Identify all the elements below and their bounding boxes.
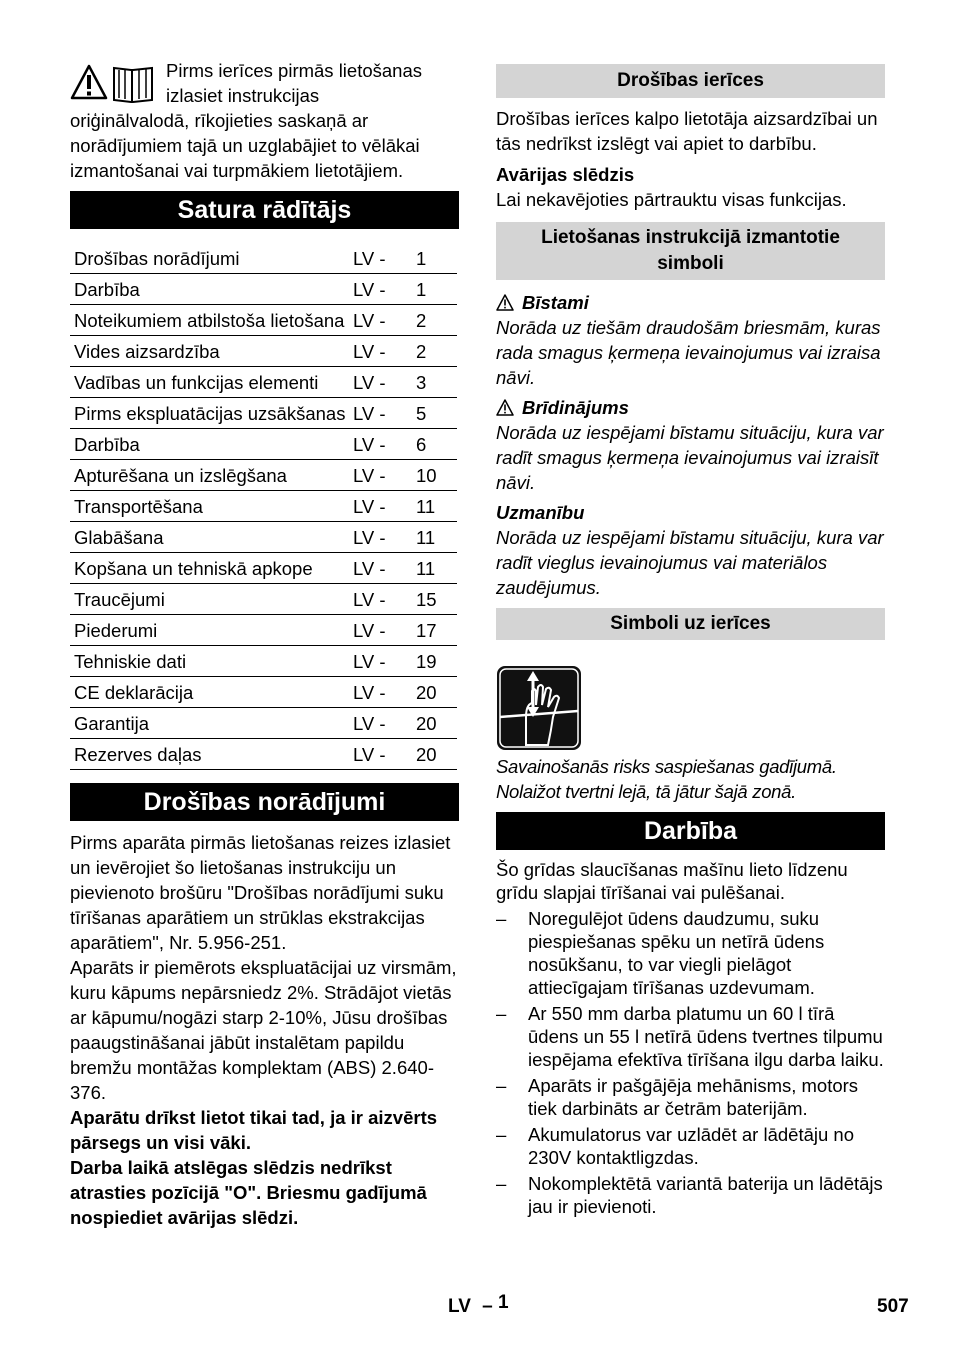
toc-row-title: Glabāšana <box>70 522 349 553</box>
toc-row[interactable] <box>70 491 457 522</box>
toc-row-prefix: LV - <box>349 584 412 615</box>
toc-row-title: Piederumi <box>70 615 349 646</box>
intro-line-2: izlasiet instrukcijas <box>166 85 320 106</box>
toc-row-page: 2 <box>412 305 457 336</box>
manual-book-icon <box>112 64 154 104</box>
toc-row-page: 6 <box>412 429 457 460</box>
intro-line-1: Pirms ierīces pirmās lietošanas <box>166 60 422 81</box>
footer-page-number: 507 <box>877 1296 909 1317</box>
operation-heading: Darbība <box>496 812 885 850</box>
warning-triangle-icon <box>70 64 108 100</box>
toc-row-prefix: LV - <box>349 398 412 429</box>
toc-row[interactable] <box>70 367 457 398</box>
toc-row-title: Traucējumi <box>70 584 349 615</box>
toc-row-prefix: LV - <box>349 553 412 584</box>
toc-row[interactable] <box>70 398 457 429</box>
toc-row[interactable] <box>70 739 457 770</box>
intro-text: oriģinālvalodā, rīkojieties saskaņā ar norādījumiem tajā un uzglabājiet to vēlākai izmantošanai vai turpmākiem lietotājiem. <box>70 110 420 181</box>
toc-row-page: 2 <box>412 336 457 367</box>
toc-row[interactable] <box>70 708 457 739</box>
toc-row-prefix: LV - <box>349 429 412 460</box>
list-item: – Noregulējot ūdens daudzumu, suku piespiešanas spēku un netīrā ūdens nosūkšanu, to var viegli pielāgot attiecīgajam tīrīšanas uzdevumam. <box>496 907 885 999</box>
toc-row-prefix: LV - <box>349 305 412 336</box>
toc-row-title: Kopšana un tehniskā apkope <box>70 553 349 584</box>
footer-local-page: 1 <box>498 1292 509 1313</box>
hand-crush-hazard-icon <box>496 665 582 751</box>
toc-row-prefix: LV - <box>349 243 412 274</box>
list-item: – Ar 550 mm darba platumu un 60 l tīrā ūdens un 55 l netīrā ūdens tvertnes tilpumu iespējama efektīva tīrīšana ilgu darba laiku. <box>496 1002 885 1071</box>
toc-row-title: Vadības un funkcijas elementi <box>70 367 349 398</box>
toc-row-prefix: LV - <box>349 615 412 646</box>
intro-icons <box>70 64 154 104</box>
toc-row-title: Rezerves daļas <box>70 739 349 770</box>
danger-title: Bīstami <box>522 292 589 313</box>
devices-para: Drošības ierīces kalpo lietotāja aizsardzībai un tās nedrīkst izslēgt vai apiet to darbību. <box>496 108 878 154</box>
safety-para-1: Pirms aparāta pirmās lietošanas reizes izlasiet un ievērojiet šo lietošanas instrukciju un pievienoto brošūru "Drošības norādījumi suku tīrīšanas aparātiem un strūklas ekstrakcijas aparātiem", Nr. 5.956-251. <box>70 832 451 953</box>
toc-row-page: 15 <box>412 584 457 615</box>
toc-row[interactable] <box>70 274 457 305</box>
emergency-switch-title: Avārijas slēdzis <box>496 164 635 185</box>
toc-row-page: 11 <box>412 491 457 522</box>
operation-intro: Šo grīdas slaucīšanas mašīnu lieto līdzenu grīdu slapjai tīrīšanai vai pulēšanai. <box>496 859 848 903</box>
toc-row[interactable] <box>70 305 457 336</box>
toc-row[interactable] <box>70 646 457 677</box>
safety-bold-2: Darba laikā atslēgas slēdzis nedrīkst atrasties pozīcijā "O". Briesmu gadījumā nospiediet avārijas slēdzi. <box>70 1157 427 1228</box>
danger-title-row <box>496 290 885 315</box>
safety-heading: Drošības norādījumi <box>70 783 459 821</box>
toc-row[interactable] <box>70 336 457 367</box>
toc-row[interactable] <box>70 615 457 646</box>
toc-row[interactable] <box>70 553 457 584</box>
warning-triangle-icon <box>496 294 514 311</box>
toc-row-prefix: LV - <box>349 491 412 522</box>
toc-row-prefix: LV - <box>349 739 412 770</box>
list-item: – Nokomplektētā variantā baterija un lādētājs jau ir pievienoti. <box>496 1172 885 1218</box>
toc-row-prefix: LV - <box>349 646 412 677</box>
toc-row[interactable] <box>70 429 457 460</box>
toc-row-page: 20 <box>412 708 457 739</box>
toc-row[interactable] <box>70 584 457 615</box>
toc-row-prefix: LV - <box>349 367 412 398</box>
toc-row-prefix: LV - <box>349 274 412 305</box>
device-symbol-text: Savainošanās risks saspiešanas gadījumā. Nolaižot tvertni lejā, tā jātur šajā zonā. <box>496 756 837 802</box>
toc-row-page: 1 <box>412 274 457 305</box>
toc-row-page: 20 <box>412 739 457 770</box>
toc-row-page: 20 <box>412 677 457 708</box>
emergency-switch-text: Lai nekavējoties pārtrauktu visas funkcijas. <box>496 189 847 210</box>
toc-row-title: Transportēšana <box>70 491 349 522</box>
toc-row-title: Noteikumiem atbilstoša lietošana <box>70 305 349 336</box>
right-column <box>496 64 885 1218</box>
toc-row-title: Darbība <box>70 429 349 460</box>
toc-row-page: 5 <box>412 398 457 429</box>
footer-separator: – <box>482 1296 493 1317</box>
toc-row-page: 3 <box>412 367 457 398</box>
toc-row-page: 17 <box>412 615 457 646</box>
toc-row-prefix: LV - <box>349 460 412 491</box>
warning-text: Norāda uz iespējami bīstamu situāciju, kura var radīt smagus ķermeņa ievainojumus vai izraisīt nāvi. <box>496 422 884 493</box>
toc-row-prefix: LV - <box>349 522 412 553</box>
list-item: – Akumulatorus var uzlādēt ar lādētāju no 230V kontaktligzdas. <box>496 1123 885 1169</box>
toc-heading: Satura rādītājs <box>70 191 459 229</box>
toc-table <box>70 243 457 770</box>
caution-text: Norāda uz iespējami bīstamu situāciju, kura var radīt vieglus ievainojumus vai materiālos zaudējumus. <box>496 527 884 598</box>
devices-heading: Drošības ierīces <box>496 64 885 98</box>
warning-title: Brīdinājums <box>522 397 629 418</box>
toc-row-prefix: LV - <box>349 677 412 708</box>
list-item: – Aparāts ir pašgājēja mehānisms, motors tiek darbināts ar četrām baterijām. <box>496 1074 885 1120</box>
toc-row-title: Pirms ekspluatācijas uzsākšanas <box>70 398 349 429</box>
danger-text: Norāda uz tiešām draudošām briesmām, kuras rada smagus ķermeņa ievainojumus vai izraisa nāvi. <box>496 317 881 388</box>
warning-triangle-icon <box>496 399 514 416</box>
toc-row-title: Tehniskie dati <box>70 646 349 677</box>
toc-row-prefix: LV - <box>349 336 412 367</box>
toc-row-page: 19 <box>412 646 457 677</box>
toc-row[interactable] <box>70 243 457 274</box>
toc-row-page: 11 <box>412 553 457 584</box>
intro-notice <box>70 58 459 183</box>
warning-title-row <box>496 395 885 420</box>
toc-row-prefix: LV - <box>349 708 412 739</box>
device-symbols-heading: Simboli uz ierīces <box>496 608 885 640</box>
footer-lang <box>448 1292 509 1318</box>
toc-row-title: CE deklarācija <box>70 677 349 708</box>
toc-row-title: Drošības norādījumi <box>70 243 349 274</box>
toc-row-page: 10 <box>412 460 457 491</box>
toc-row-title: Garantija <box>70 708 349 739</box>
symbols-heading: Lietošanas instrukcijā izmantotie simboli <box>496 222 885 280</box>
safety-body <box>70 830 459 1230</box>
toc-row-title: Vides aizsardzība <box>70 336 349 367</box>
caution-title: Uzmanību <box>496 502 585 523</box>
toc-row-title: Apturēšana un izslēgšana <box>70 460 349 491</box>
toc-row[interactable] <box>70 522 457 553</box>
left-column <box>70 58 459 1230</box>
toc-row[interactable] <box>70 460 457 491</box>
safety-para-2: Aparāts ir piemērots ekspluatācijai uz virsmām, kuru kāpums nepārsniedz 2%. Strādājot vietās ar kāpumu/nogāzi starp 2-10%, Jūsu drošības paaugstināšanai jābūt instalētam papildu bremžu montāžas komplektam (ABS) 2.640-376. <box>70 957 457 1103</box>
toc-row[interactable] <box>70 677 457 708</box>
footer-lang-code: LV <box>448 1296 471 1317</box>
toc-row-page: 11 <box>412 522 457 553</box>
operation-list <box>496 907 885 1218</box>
toc-row-title: Darbība <box>70 274 349 305</box>
toc-row-page: 1 <box>412 243 457 274</box>
safety-bold-1: Aparātu drīkst lietot tikai tad, ja ir aizvērts pārsegs un visi vāki. <box>70 1107 438 1153</box>
